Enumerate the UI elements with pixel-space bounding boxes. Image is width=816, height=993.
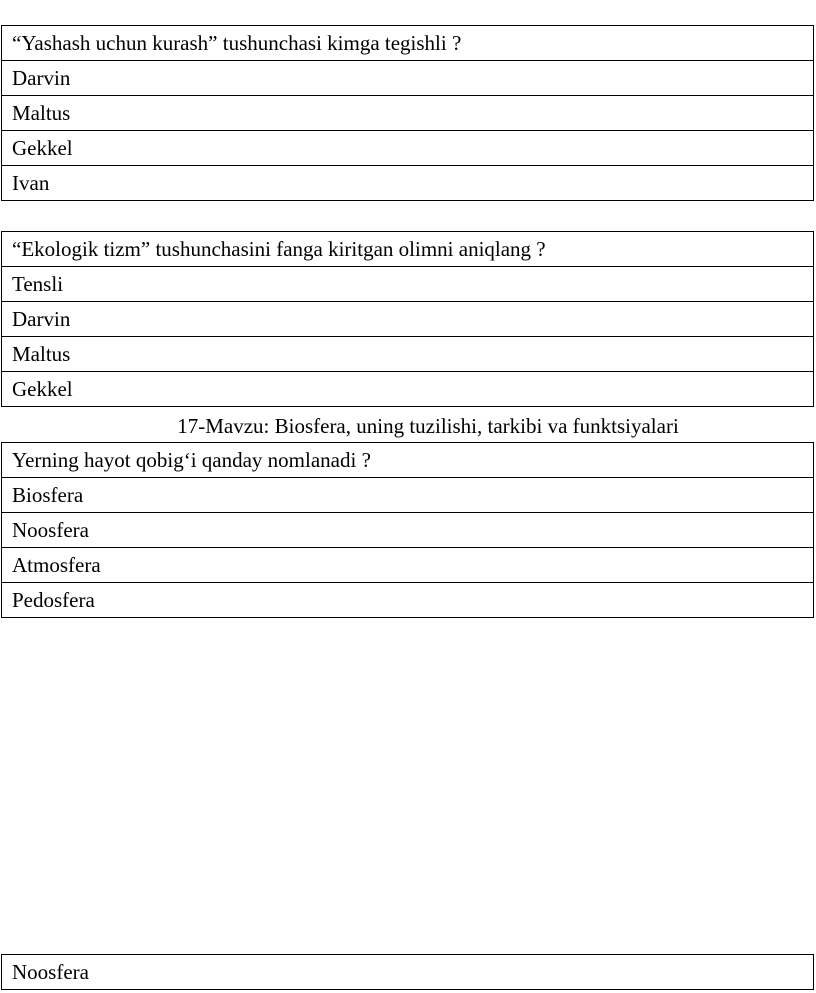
answer-option: Noosfera [2,513,814,548]
answer-option: Gekkel [2,131,814,166]
question-table-2 [1,231,814,407]
question-table-1 [1,25,814,201]
answer-option: Pedosfera [2,583,814,618]
trailing-table [1,954,814,990]
answer-option: Biosfera [2,478,814,513]
answer-option: Tensli [2,267,814,302]
answer-option: Maltus [2,337,814,372]
answer-option: Darvin [2,61,814,96]
question-text: “Yashash uchun kurash” tushunchasi kimga tegishli ? [2,26,814,61]
answer-option: Darvin [2,302,814,337]
answer-option: Maltus [2,96,814,131]
answer-option: Gekkel [2,372,814,407]
answer-option: Noosfera [2,955,814,990]
answer-option: Ivan [2,166,814,201]
section-title: 17-Mavzu: Biosfera, uning tuzilishi, tarkibi va funktsiyalari [177,414,679,438]
question-table-3 [1,442,814,618]
question-text: “Ekologik tizm” tushunchasini fanga kiritgan olimni aniqlang ? [2,232,814,267]
question-text: Yerning hayot qobig‘i qanday nomlanadi ? [2,443,814,478]
answer-option: Atmosfera [2,548,814,583]
